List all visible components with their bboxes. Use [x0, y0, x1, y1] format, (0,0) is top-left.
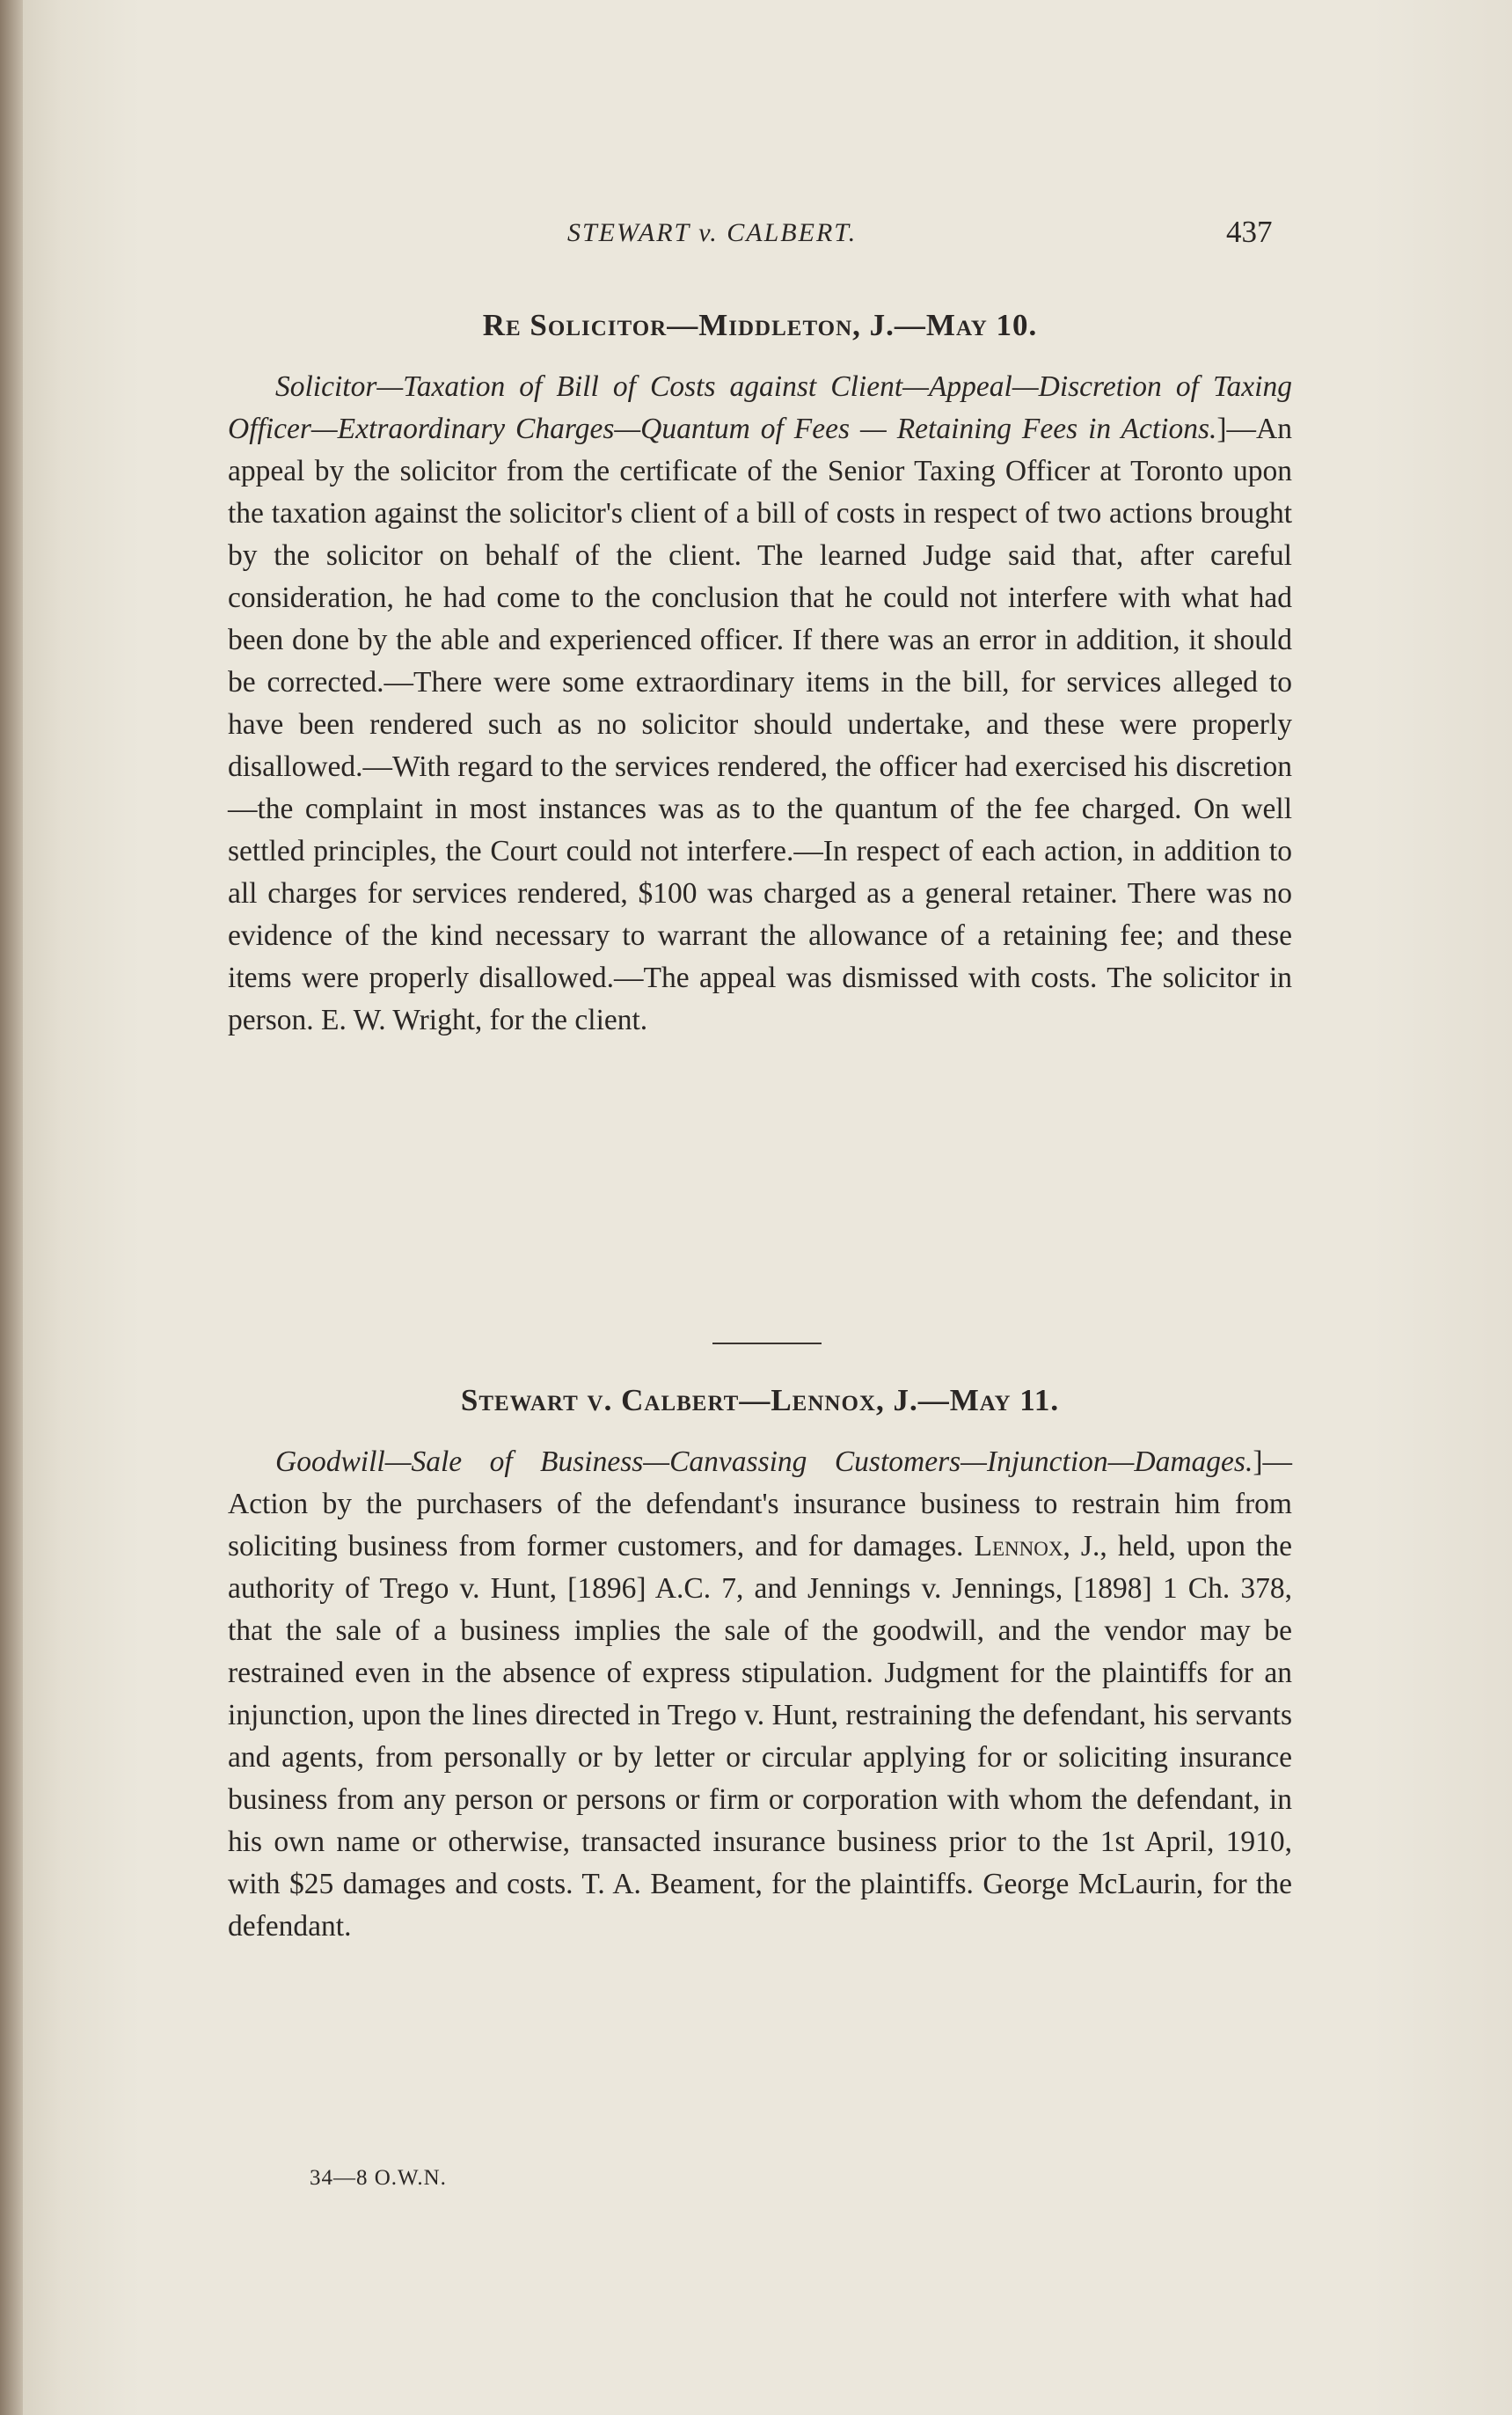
- headnote: Goodwill—Sale of Business—Canvassing Customers—Injunction—Damages.: [275, 1445, 1253, 1478]
- section-divider: [712, 1343, 822, 1344]
- case-body: ]—An appeal by the solicitor from the certificate of the Senior Taxing Officer at Toronto upon the taxation against the solicitor's client of a bill of costs in respect of two actions brought by the solicitor on behalf of the client. The learned Judge said that, after careful consideration, he had come to the conclusion that he could not interfere with what had been done by the able and experienced officer. If there was an error in addition, it should be corrected.—There were some extraordinary items in the bill, for services alleged to have been rendered such as no solicitor should undertake, and these were properly disallowed.—With regard to the services rendered, the officer had exercised his discretion—the complaint in most instances was as to the quantum of the fee charged. On well settled principles, the Court could not interfere.—In respect of each action, in addition to all charges for services rendered, $100 was charged as a general retainer. There was no evidence of the kind necessary to warrant the allowance of a retaining fee; and these items were properly disallowed.—The appeal was dismissed with costs. The solicitor in person. E. W. Wright, for the client.: [228, 413, 1292, 1036]
- case-body-continued: , J., held, upon the authority of Trego v. Hunt, [1896] A.C. 7, and Jennings v. Jennings, [1898] 1 Ch. 378, that the sale of a business implies the sale of the goodwill, and the vendor may be restrained even in the absence of express stipulation. Judgment for the plaintiffs for an injunction, upon the lines directed in Trego v. Hunt, restraining the defendant, his servants and agents, from personally or by letter or circular applying for or soliciting insurance business from any person or persons or firm or corporation with whom the defendant, in his own name or otherwise, transacted insurance business prior to the 1st April, 1910, with $25 damages and costs. T. A. Beament, for the plaintiffs. George McLaurin, for the defendant.: [228, 1530, 1292, 1943]
- case-paragraph: [228, 366, 1292, 1042]
- page-number: 437: [1226, 215, 1273, 249]
- case-paragraph: [228, 1441, 1292, 1948]
- case-title: Stewart v. Calbert—Lennox, J.—May 11.: [460, 1383, 1060, 1417]
- case-body: ]—Action by the purchasers of the defendant's insurance business to restrain him from soliciting business from former customers, and for damages.: [228, 1445, 1292, 1562]
- page-header: [0, 215, 1512, 262]
- book-spine-shadow: [0, 0, 23, 2415]
- case-re-solicitor: [228, 308, 1292, 1042]
- running-head: STEWART v. CALBERT.: [567, 218, 858, 247]
- headnote: Solicitor—Taxation of Bill of Costs against Client—Appeal—Discretion of Taxing Officer—Extraordinary Charges—Quantum of Fees — Retaining Fees in Actions.: [228, 370, 1292, 445]
- case-title: Re Solicitor—Middleton, J.—May 10.: [482, 308, 1038, 342]
- judge-name: Lennox: [974, 1530, 1063, 1562]
- signature-mark: 34—8 O.W.N.: [310, 2166, 447, 2190]
- case-stewart-v-calbert: [228, 1383, 1292, 1948]
